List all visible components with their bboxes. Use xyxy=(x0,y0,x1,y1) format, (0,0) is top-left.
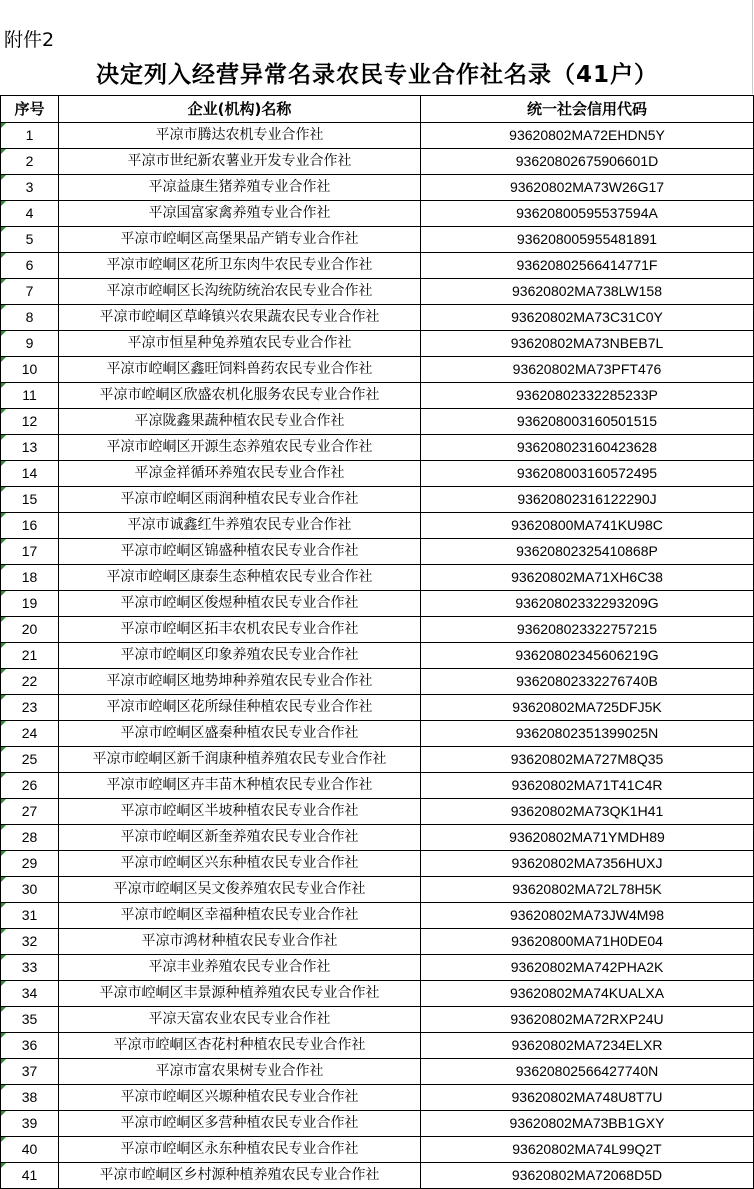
row-code-cell: 93620802MA738LW158 xyxy=(421,279,754,305)
row-index-cell: 32 xyxy=(1,929,59,955)
table-row xyxy=(1,331,754,357)
table-row xyxy=(1,747,754,773)
row-code-cell: 93620802MA73NBEB7L xyxy=(421,331,754,357)
row-name-cell: 平凉市崆峒区乡村源种植养殖农民专业合作社 xyxy=(59,1163,421,1189)
cooperative-table xyxy=(0,95,754,1189)
table-row xyxy=(1,799,754,825)
row-index-cell: 13 xyxy=(1,435,59,461)
row-name-cell: 平凉金祥循环养殖农民专业合作社 xyxy=(59,461,421,487)
table-row xyxy=(1,123,754,149)
table-row xyxy=(1,1111,754,1137)
row-name-cell: 平凉市诚鑫红牛养殖农民专业合作社 xyxy=(59,513,421,539)
table-row xyxy=(1,279,754,305)
row-code-cell: 936208003160572495 xyxy=(421,461,754,487)
table-body xyxy=(1,123,754,1189)
row-index-cell: 6 xyxy=(1,253,59,279)
table-row xyxy=(1,773,754,799)
row-name-cell: 平凉市崆峒区丰景源种植养殖农民专业合作社 xyxy=(59,981,421,1007)
row-index-cell: 40 xyxy=(1,1137,59,1163)
row-name-cell: 平凉天富农业农民专业合作社 xyxy=(59,1007,421,1033)
row-code-cell: 93620800MA741KU98C xyxy=(421,513,754,539)
table-row xyxy=(1,721,754,747)
row-index-cell: 4 xyxy=(1,201,59,227)
row-index-cell: 7 xyxy=(1,279,59,305)
row-index-cell: 33 xyxy=(1,955,59,981)
row-code-cell: 93620802MA748U8T7U xyxy=(421,1085,754,1111)
row-name-cell: 平凉市崆峒区俊煜种植农民专业合作社 xyxy=(59,591,421,617)
row-name-cell: 平凉陇鑫果蔬种植农民专业合作社 xyxy=(59,409,421,435)
table-row xyxy=(1,1085,754,1111)
row-index-cell: 19 xyxy=(1,591,59,617)
row-code-cell: 93620802MA73JW4M98 xyxy=(421,903,754,929)
table-row xyxy=(1,981,754,1007)
table-row xyxy=(1,1137,754,1163)
table-row xyxy=(1,877,754,903)
table-row xyxy=(1,851,754,877)
table-row xyxy=(1,227,754,253)
row-name-cell: 平凉市崆峒区永东种植农民专业合作社 xyxy=(59,1137,421,1163)
table-row xyxy=(1,409,754,435)
table-row xyxy=(1,617,754,643)
table-row xyxy=(1,1007,754,1033)
row-code-cell: 93620802MA71T41C4R xyxy=(421,773,754,799)
row-index-cell: 37 xyxy=(1,1059,59,1085)
row-code-cell: 93620802332276740B xyxy=(421,669,754,695)
table-row xyxy=(1,825,754,851)
row-code-cell: 93620802MA7356HUXJ xyxy=(421,851,754,877)
row-name-cell: 平凉市崆峒区印象养殖农民专业合作社 xyxy=(59,643,421,669)
row-name-cell: 平凉市崆峒区锦盛种植农民专业合作社 xyxy=(59,539,421,565)
row-code-cell: 93620802MA73C31C0Y xyxy=(421,305,754,331)
row-name-cell: 平凉益康生猪养殖专业合作社 xyxy=(59,175,421,201)
table-row xyxy=(1,565,754,591)
row-name-cell: 平凉国富家禽养殖专业合作社 xyxy=(59,201,421,227)
row-index-cell: 15 xyxy=(1,487,59,513)
attachment-label: 附件2 xyxy=(4,29,55,51)
row-code-cell: 93620802332293209G xyxy=(421,591,754,617)
row-code-cell: 93620802351399025N xyxy=(421,721,754,747)
row-name-cell: 平凉市崆峒区欣盛农机化服务农民专业合作社 xyxy=(59,383,421,409)
table-row xyxy=(1,513,754,539)
row-name-cell: 平凉市崆峒区盛秦种植农民专业合作社 xyxy=(59,721,421,747)
row-name-cell: 平凉市崆峒区高堡果品产销专业合作社 xyxy=(59,227,421,253)
row-name-cell: 平凉市崆峒区鑫旺饲料兽药农民专业合作社 xyxy=(59,357,421,383)
table-row xyxy=(1,955,754,981)
row-code-cell: 93620802MA73PFT476 xyxy=(421,357,754,383)
row-index-cell: 25 xyxy=(1,747,59,773)
row-index-cell: 14 xyxy=(1,461,59,487)
row-index-cell: 5 xyxy=(1,227,59,253)
row-name-cell: 平凉市鸿材种植农民专业合作社 xyxy=(59,929,421,955)
row-name-cell: 平凉市崆峒区杏花村种植农民专业合作社 xyxy=(59,1033,421,1059)
header-name: 企业(机构)名称 xyxy=(59,96,421,123)
row-code-cell: 93620802675906601D xyxy=(421,149,754,175)
row-code-cell: 936208005955481891 xyxy=(421,227,754,253)
table-row xyxy=(1,253,754,279)
row-name-cell: 平凉市崆峒区长沟统防统治农民专业合作社 xyxy=(59,279,421,305)
row-name-cell: 平凉市崆峒区地势坤种养殖农民专业合作社 xyxy=(59,669,421,695)
row-index-cell: 21 xyxy=(1,643,59,669)
row-code-cell: 93620802MA73BB1GXY xyxy=(421,1111,754,1137)
table-row xyxy=(1,149,754,175)
table-row xyxy=(1,1059,754,1085)
table-row xyxy=(1,669,754,695)
table-row xyxy=(1,435,754,461)
row-name-cell: 平凉市崆峒区卉丰苗木种植农民专业合作社 xyxy=(59,773,421,799)
row-code-cell: 936208003160501515 xyxy=(421,409,754,435)
page-title: 决定列入经营异常名录农民专业合作社名录（41户） xyxy=(95,62,658,88)
row-name-cell: 平凉市崆峒区开源生态养殖农民专业合作社 xyxy=(59,435,421,461)
row-index-cell: 38 xyxy=(1,1085,59,1111)
table-row xyxy=(1,695,754,721)
row-index-cell: 16 xyxy=(1,513,59,539)
table-row xyxy=(1,1163,754,1189)
row-index-cell: 39 xyxy=(1,1111,59,1137)
row-code-cell: 93620802566427740N xyxy=(421,1059,754,1085)
table-row xyxy=(1,357,754,383)
row-index-cell: 34 xyxy=(1,981,59,1007)
row-code-cell: 93620802566414771F xyxy=(421,253,754,279)
row-code-cell: 93620802345606219G xyxy=(421,643,754,669)
row-index-cell: 29 xyxy=(1,851,59,877)
row-name-cell: 平凉市崆峒区花所卫东肉牛农民专业合作社 xyxy=(59,253,421,279)
row-index-cell: 8 xyxy=(1,305,59,331)
row-code-cell: 93620802MA72L78H5K xyxy=(421,877,754,903)
row-code-cell: 93620802MA7234ELXR xyxy=(421,1033,754,1059)
row-index-cell: 3 xyxy=(1,175,59,201)
row-index-cell: 17 xyxy=(1,539,59,565)
row-code-cell: 93620802332285233P xyxy=(421,383,754,409)
table-row xyxy=(1,903,754,929)
table-row xyxy=(1,201,754,227)
row-name-cell: 平凉市崆峒区新奎养殖农民专业合作社 xyxy=(59,825,421,851)
row-name-cell: 平凉市崆峒区新千润康种植养殖农民专业合作社 xyxy=(59,747,421,773)
row-index-cell: 2 xyxy=(1,149,59,175)
row-index-cell: 11 xyxy=(1,383,59,409)
header-index: 序号 xyxy=(1,96,59,123)
table-row xyxy=(1,539,754,565)
row-code-cell: 93620802325410868P xyxy=(421,539,754,565)
row-name-cell: 平凉市崆峒区半坡种植农民专业合作社 xyxy=(59,799,421,825)
row-index-cell: 18 xyxy=(1,565,59,591)
row-index-cell: 24 xyxy=(1,721,59,747)
row-index-cell: 27 xyxy=(1,799,59,825)
row-name-cell: 平凉市世纪新农薯业开发专业合作社 xyxy=(59,149,421,175)
row-code-cell: 93620802MA71YMDH89 xyxy=(421,825,754,851)
row-index-cell: 31 xyxy=(1,903,59,929)
row-code-cell: 936208023322757215 xyxy=(421,617,754,643)
row-code-cell: 93620800595537594A xyxy=(421,201,754,227)
row-code-cell: 93620802MA71XH6C38 xyxy=(421,565,754,591)
table-row xyxy=(1,643,754,669)
row-index-cell: 20 xyxy=(1,617,59,643)
row-name-cell: 平凉市富农果树专业合作社 xyxy=(59,1059,421,1085)
row-code-cell: 93620802MA72068D5D xyxy=(421,1163,754,1189)
table-row xyxy=(1,175,754,201)
row-code-cell: 93620802MA72EHDN5Y xyxy=(421,123,754,149)
row-code-cell: 93620802MA73QK1H41 xyxy=(421,799,754,825)
row-index-cell: 22 xyxy=(1,669,59,695)
row-code-cell: 93620802MA73W26G17 xyxy=(421,175,754,201)
table-row xyxy=(1,487,754,513)
row-index-cell: 9 xyxy=(1,331,59,357)
row-index-cell: 35 xyxy=(1,1007,59,1033)
row-index-cell: 28 xyxy=(1,825,59,851)
row-index-cell: 10 xyxy=(1,357,59,383)
header-credit-code: 统一社会信用代码 xyxy=(421,96,754,123)
row-name-cell: 平凉市崆峒区康泰生态种植农民专业合作社 xyxy=(59,565,421,591)
row-index-cell: 12 xyxy=(1,409,59,435)
table-row xyxy=(1,1033,754,1059)
row-index-cell: 41 xyxy=(1,1163,59,1189)
row-index-cell: 26 xyxy=(1,773,59,799)
row-name-cell: 平凉市恒星种兔养殖农民专业合作社 xyxy=(59,331,421,357)
row-code-cell: 93620802MA72RXP24U xyxy=(421,1007,754,1033)
row-code-cell: 93620802MA727M8Q35 xyxy=(421,747,754,773)
row-name-cell: 平凉市崆峒区拓丰农机农民专业合作社 xyxy=(59,617,421,643)
row-code-cell: 93620800MA71H0DE04 xyxy=(421,929,754,955)
table-header-row xyxy=(1,96,754,123)
row-code-cell: 93620802MA742PHA2K xyxy=(421,955,754,981)
row-name-cell: 平凉市崆峒区吴文俊养殖农民专业合作社 xyxy=(59,877,421,903)
row-code-cell: 93620802MA725DFJ5K xyxy=(421,695,754,721)
table-row xyxy=(1,305,754,331)
row-code-cell: 936208023160423628 xyxy=(421,435,754,461)
row-code-cell: 93620802MA74KUALXA xyxy=(421,981,754,1007)
row-name-cell: 平凉市崆峒区雨润种植农民专业合作社 xyxy=(59,487,421,513)
table-row xyxy=(1,461,754,487)
row-index-cell: 1 xyxy=(1,123,59,149)
row-name-cell: 平凉市崆峒区多营种植农民专业合作社 xyxy=(59,1111,421,1137)
table-row xyxy=(1,929,754,955)
row-name-cell: 平凉市崆峒区兴东种植农民专业合作社 xyxy=(59,851,421,877)
table-row xyxy=(1,591,754,617)
row-name-cell: 平凉市崆峒区幸福种植农民专业合作社 xyxy=(59,903,421,929)
row-name-cell: 平凉市崆峒区兴塬种植农民专业合作社 xyxy=(59,1085,421,1111)
row-code-cell: 93620802MA74L99Q2T xyxy=(421,1137,754,1163)
row-index-cell: 36 xyxy=(1,1033,59,1059)
table-row xyxy=(1,383,754,409)
row-name-cell: 平凉市崆峒区花所绿佳种植农民专业合作社 xyxy=(59,695,421,721)
row-name-cell: 平凉丰业养殖农民专业合作社 xyxy=(59,955,421,981)
row-name-cell: 平凉市崆峒区草峰镇兴农果蔬农民专业合作社 xyxy=(59,305,421,331)
row-name-cell: 平凉市腾达农机专业合作社 xyxy=(59,123,421,149)
row-index-cell: 30 xyxy=(1,877,59,903)
row-code-cell: 93620802316122290J xyxy=(421,487,754,513)
row-index-cell: 23 xyxy=(1,695,59,721)
